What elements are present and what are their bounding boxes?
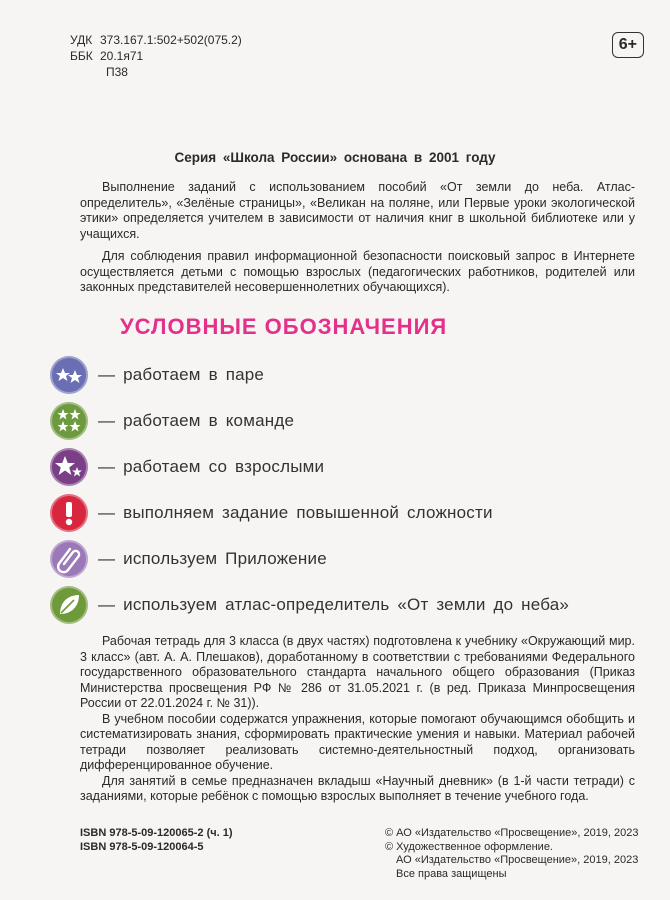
legend-text: — используем Приложение (98, 549, 327, 568)
four-stars-icon (50, 402, 88, 440)
copyright-publisher: © АО «Издательство «Просвещение», 2019, 2023 (385, 827, 639, 839)
legend-item-difficult (50, 490, 569, 536)
description-paragraph: Для занятий в семье предназначен вкладыш «Научный дневник» (в 1-й части тетради) с заданиями, которые ребёнок с помощью взрослых выполняет в течение учебного года. (80, 773, 635, 803)
description-text (80, 634, 635, 805)
two-stars-icon (50, 356, 88, 394)
paperclip-icon (50, 540, 88, 578)
intro-paragraph: Выполнение заданий с использованием пособий «От земли до неба. Атлас-определитель», «Зелёные страницы», «Великан на поляне, или Первые уроки экологической этики» определяется учителем в зависимости от наличия книг в школьной библиотеке или у учащихся. (80, 180, 635, 241)
isbn-block (80, 827, 233, 854)
intro-paragraph: Для соблюдения правил информационной безопасности поисковый запрос в Интернете осуществляется детьми с помощью взрослых (педагогических работников, родителей или законных представителей несовершеннолетних обучающихся). (80, 249, 635, 294)
legend-item-appendix (50, 536, 569, 582)
legend-title: УСЛОВНЫЕ ОБОЗНАЧЕНИЯ (120, 314, 448, 339)
leaf-icon (50, 586, 88, 624)
legend-text: — работаем в команде (98, 411, 295, 430)
intro-text (80, 180, 635, 296)
legend-item-team (50, 398, 569, 444)
bibliographic-codes (70, 32, 242, 80)
legend-text: — используем атлас-определитель «От земли до неба» (98, 595, 570, 614)
legend-item-adults (50, 444, 569, 490)
copyright-design-owner: АО «Издательство «Просвещение», 2019, 2023 (396, 854, 639, 866)
legend-list (50, 352, 569, 628)
bbk-label: ББК (70, 49, 93, 63)
legend-item-atlas (50, 582, 569, 628)
author-code: П38 (106, 65, 128, 79)
description-paragraph: В учебном пособии содержатся упражнения, которые помогают обучающимся обобщить и систематизировать знания, сформировать практические умения и навыки. Материал рабочей тетради позволяет реализовать системно-деятельностный подход, организовать дифференцированное обучение. (80, 711, 635, 772)
legend-text: — работаем со взрослыми (98, 457, 325, 476)
description-paragraph: Рабочая тетрадь для 3 класса (в двух частях) подготовлена к учебнику «Окружающий мир. 3 класс» (авт. А. А. Плешаков), доработанному в соответствии с требованиями Федерального государственного образовательного стандарта начального общего образования (Приказ Министерства просвещения РФ № 286 от 31.05.2021 г. (в ред. Приказа Минпросвещения России от 22.01.2024 г. № 31)). (80, 634, 635, 710)
udk-label: УДК (70, 33, 93, 47)
isbn-set: ISBN 978-5-09-120064-5 (80, 840, 204, 853)
bbk-value: 20.1я71 (100, 49, 144, 63)
age-rating-badge: 6+ (612, 32, 644, 58)
udk-value: 373.167.1:502+502(075.2) (100, 33, 242, 47)
series-line: Серия «Школа России» основана в 2001 году (174, 150, 496, 165)
copyright-design: © Художественное оформление. (385, 840, 553, 853)
isbn-part-1: ISBN 978-5-09-120065-2 (ч. 1) (80, 827, 233, 839)
legend-text: — работаем в паре (98, 365, 265, 384)
big-small-star-icon (50, 448, 88, 486)
exclamation-icon (50, 494, 88, 532)
legend-text: — выполняем задание повышенной сложности (98, 503, 493, 522)
rights-reserved: Все права защищены (396, 867, 507, 880)
copyright-block (385, 827, 639, 881)
legend-item-pair (50, 352, 569, 398)
